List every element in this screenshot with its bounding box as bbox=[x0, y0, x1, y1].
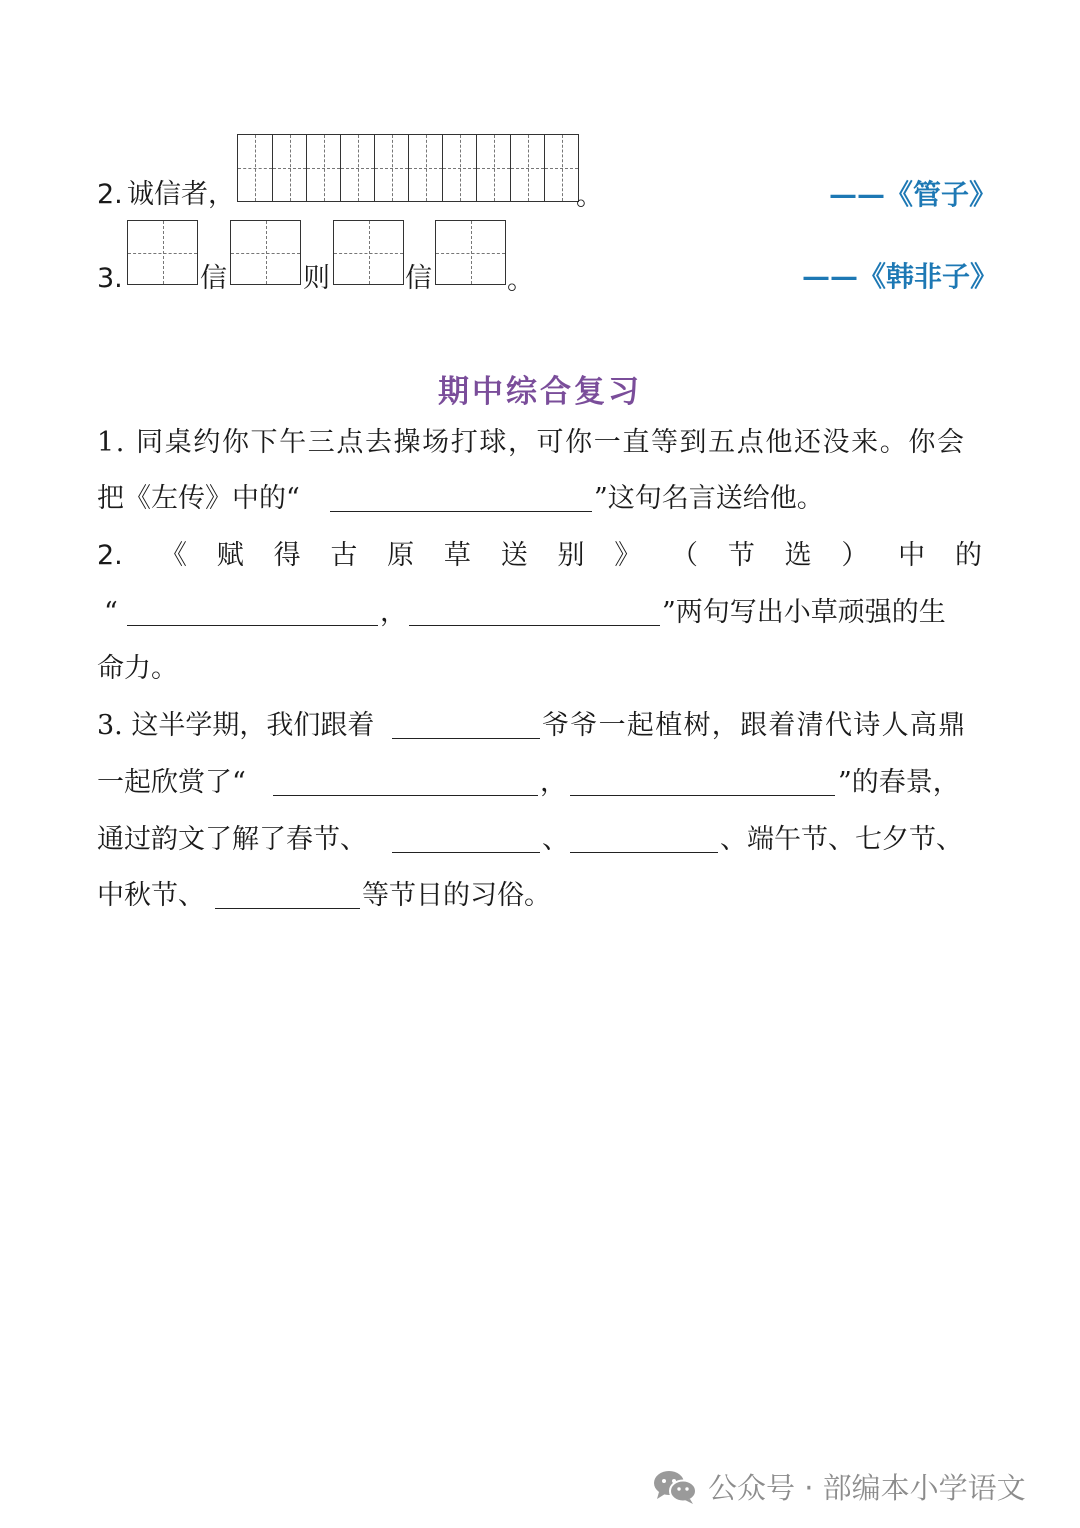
char: （ bbox=[671, 540, 699, 571]
question-text: 通过韵文了解了春节、 bbox=[97, 824, 367, 855]
wechat-icon bbox=[652, 1469, 698, 1505]
question-text: 爷爷一起植树，跟着清代诗人高鼎 bbox=[542, 710, 967, 741]
char: 中 bbox=[898, 540, 926, 571]
question-text: 一起欣赏了“ bbox=[97, 767, 246, 798]
char: 赋 bbox=[216, 540, 244, 571]
spaced-line bbox=[160, 539, 982, 573]
char: 别 bbox=[557, 540, 585, 571]
char: 得 bbox=[273, 540, 301, 571]
question-text: 、端午节、七夕节、 bbox=[720, 824, 963, 855]
writing-box-3[interactable] bbox=[333, 220, 404, 285]
char: 节 bbox=[727, 540, 755, 571]
watermark bbox=[652, 1466, 1026, 1507]
question-text: 中秋节、 bbox=[97, 880, 205, 911]
question-number: 3. bbox=[97, 263, 123, 294]
period: 。 bbox=[576, 181, 603, 212]
writing-grid[interactable] bbox=[237, 134, 579, 202]
answer-blank[interactable] bbox=[127, 625, 378, 626]
char: 信 bbox=[200, 263, 227, 294]
char: 》 bbox=[614, 540, 642, 571]
comma: ， bbox=[380, 597, 407, 628]
source-attribution: ——《管子》 bbox=[829, 178, 998, 211]
watermark-text: 公众号 · 部编本小学语文 bbox=[708, 1471, 1026, 1505]
char: 选 bbox=[784, 540, 812, 571]
comma: ， bbox=[540, 767, 567, 798]
question-text: ”两句写出小草顽强的生 bbox=[662, 597, 946, 628]
question-text: 诚信者， bbox=[127, 179, 235, 210]
char: 信 bbox=[405, 263, 432, 294]
answer-blank[interactable] bbox=[570, 795, 835, 796]
char: 原 bbox=[387, 540, 415, 571]
answer-blank[interactable] bbox=[215, 908, 360, 909]
char: 《 bbox=[160, 540, 187, 571]
question-number: 2. bbox=[97, 540, 123, 571]
answer-blank[interactable] bbox=[409, 625, 660, 626]
question-text: 命力。 bbox=[97, 653, 178, 684]
char: 古 bbox=[330, 540, 358, 571]
open-quote: “ bbox=[104, 597, 118, 628]
question-text: 等节日的习俗。 bbox=[362, 880, 551, 911]
section-title: 期中综合复习 bbox=[438, 374, 642, 410]
answer-blank[interactable] bbox=[273, 795, 538, 796]
answer-blank[interactable] bbox=[392, 738, 540, 739]
char: ） bbox=[841, 540, 869, 571]
separator: 、 bbox=[542, 824, 569, 855]
char: 送 bbox=[500, 540, 528, 571]
answer-blank[interactable] bbox=[570, 852, 718, 853]
question-text: ”这句名言送给他。 bbox=[594, 483, 824, 514]
period: 。 bbox=[507, 265, 534, 296]
writing-box-2[interactable] bbox=[230, 220, 301, 285]
question-text: 1. 同桌约你下午三点去操场打球，可你一直等到五点他还没来。你会 bbox=[97, 427, 966, 458]
answer-blank[interactable] bbox=[330, 511, 592, 512]
question-text: 3. 这半学期，我们跟着 bbox=[97, 710, 375, 741]
question-text: ”的春景， bbox=[838, 767, 960, 798]
char: 的 bbox=[954, 540, 982, 571]
question-number: 2. bbox=[97, 179, 123, 210]
char: 则 bbox=[303, 263, 330, 294]
answer-blank[interactable] bbox=[392, 852, 540, 853]
writing-box-4[interactable] bbox=[435, 220, 506, 285]
char: 草 bbox=[443, 540, 471, 571]
writing-box-1[interactable] bbox=[127, 220, 198, 285]
source-attribution: ——《韩非子》 bbox=[802, 260, 999, 293]
question-text: 把《左传》中的“ bbox=[97, 483, 300, 514]
